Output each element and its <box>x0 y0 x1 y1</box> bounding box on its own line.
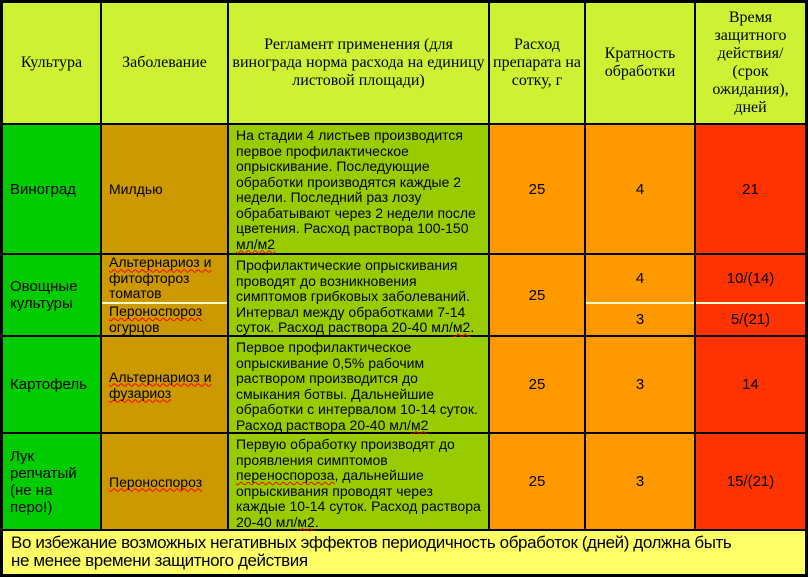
frequency-cell-potato: 3 <box>586 337 694 432</box>
regulation-cell-onion: Первую обработку производят до проявления симптомов переноспороза, дальнейшие опрыскивания проводят через каждые 10-14 суток. Расход раствора 20-40 мл/м2. <box>229 434 488 529</box>
header-cell-protection-time: Время защитного действия/ (срок ожидания), дней <box>696 3 805 123</box>
dose-cell-onion: 25 <box>490 434 584 529</box>
dose-cell-potato: 25 <box>490 337 584 432</box>
header-cell-regulation: Регламент применения (для винограда норма расхода на единицу листовой площади) <box>229 3 488 123</box>
protection-cell-tomatoes: 10/(14) <box>696 255 805 302</box>
dose-cell-vegetables: 25 <box>490 255 584 335</box>
protection-split-vegetables <box>696 255 805 335</box>
disease-text: Пероноспороз огурцов <box>109 303 203 335</box>
protection-cell-cucumbers: 5/(21) <box>696 304 805 335</box>
protection-cell-onion: 15/(21) <box>696 434 805 529</box>
footer-note: Во избежание возможных негативных эффектов периодичность обработок (дней) должна быть не менее времени защитного действия <box>3 531 805 574</box>
frequency-split-vegetables <box>586 255 694 335</box>
frequency-cell-tomatoes: 4 <box>586 255 694 302</box>
disease-text: Альтернариоз и фузариоз <box>109 368 212 401</box>
header-cell-disease: Заболевание <box>102 3 227 123</box>
protection-cell-potato: 14 <box>696 337 805 432</box>
disease-split-vegetables <box>102 255 227 335</box>
disease-cell-potato <box>102 337 227 432</box>
protection-cell-grapes: 21 <box>696 125 805 253</box>
header-cell-crop: Культура <box>3 3 100 123</box>
crop-cell-vegetables: Овощные культуры <box>3 255 100 335</box>
disease-text: Пероноспороз <box>109 473 203 490</box>
header-cell-dose: Расход препарата на сотку, г <box>490 3 584 123</box>
disease-cell-mildew <box>102 125 227 253</box>
regulation-cell-grapes: На стадии 4 листьев производится первое профилактическое опрыскивание. Последующие обработки производятся каждые 2 недели. Последний раз лозу обрабатывают через 2 недели после цветения. Расход раствора 100-150 мл/м2 <box>229 125 488 253</box>
header-cell-frequency: Кратность обработки <box>586 3 694 123</box>
regulation-cell-potato: Первое профилактическое опрыскивание 0,5% рабочим раствором производится до смыкания ботвы. Дальнейшие обработки с интервалом 10-14 суток. Расход раствора 20-40 мл/м2 <box>229 337 488 432</box>
frequency-cell-cucumbers: 3 <box>586 304 694 335</box>
regulation-cell-vegetables: Профилактические опрыскивания проводят до возникновения симптомов грибковых заболеваний. Интервал между обработками 7-14 суток. Расход раствора 20-40 мл/м2. <box>229 255 488 335</box>
disease-cell-tomato-blight <box>102 255 227 302</box>
disease-text: Альтернариоз и фитофтороз томатов <box>109 254 212 302</box>
frequency-cell-onion: 3 <box>586 434 694 529</box>
disease-cell-cucumber-peronospora <box>102 304 227 335</box>
crop-cell-grapes: Виноград <box>3 125 100 253</box>
frequency-cell-grapes: 4 <box>586 125 694 253</box>
crop-cell-onion: Лук репчатый (не на перо!) <box>3 434 100 529</box>
crop-cell-potato: Картофель <box>3 337 100 432</box>
disease-text: Милдью <box>109 181 163 197</box>
disease-cell-onion <box>102 434 227 529</box>
dose-cell-grapes: 25 <box>490 125 584 253</box>
